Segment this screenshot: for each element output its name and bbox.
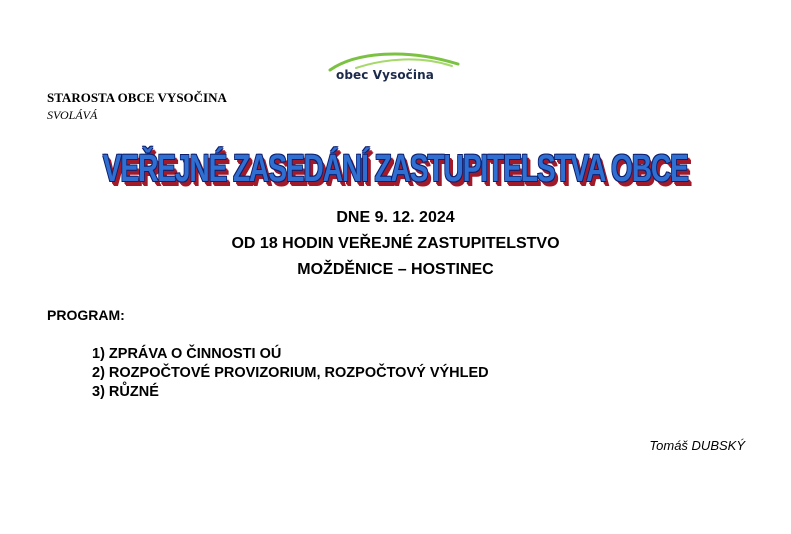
program-item: 3) RŮZNÉ — [92, 384, 159, 400]
program-label: PROGRAM: — [47, 307, 125, 323]
meeting-date: DNE 9. 12. 2024 — [336, 209, 455, 226]
signature: Tomáš DUBSKÝ — [649, 438, 745, 453]
program-list — [92, 345, 489, 402]
meeting-time: OD 18 HODIN VEŘEJNÉ ZASTUPITELSTVO — [231, 235, 560, 252]
caller-title: STAROSTA OBCE VYSOČINA — [47, 90, 227, 105]
meeting-place: MOŽDĚNICE – HOSTINEC — [297, 261, 494, 278]
headline-text: VEŘEJNÉ ZASEDÁNÍ ZASTUPITELSTVA OBCE — [102, 148, 688, 190]
program-item: 2) ROZPOČTOVÉ PROVIZORIUM, ROZPOČTOVÝ VÝHLED — [92, 365, 489, 381]
municipality-logo — [326, 50, 462, 86]
program-item: 1) ZPRÁVA O ČINNOSTI OÚ — [92, 346, 282, 362]
headline — [0, 148, 791, 191]
convenes-verb: SVOLÁVÁ — [47, 108, 98, 122]
logo-text: obec Vysočina — [336, 68, 434, 82]
